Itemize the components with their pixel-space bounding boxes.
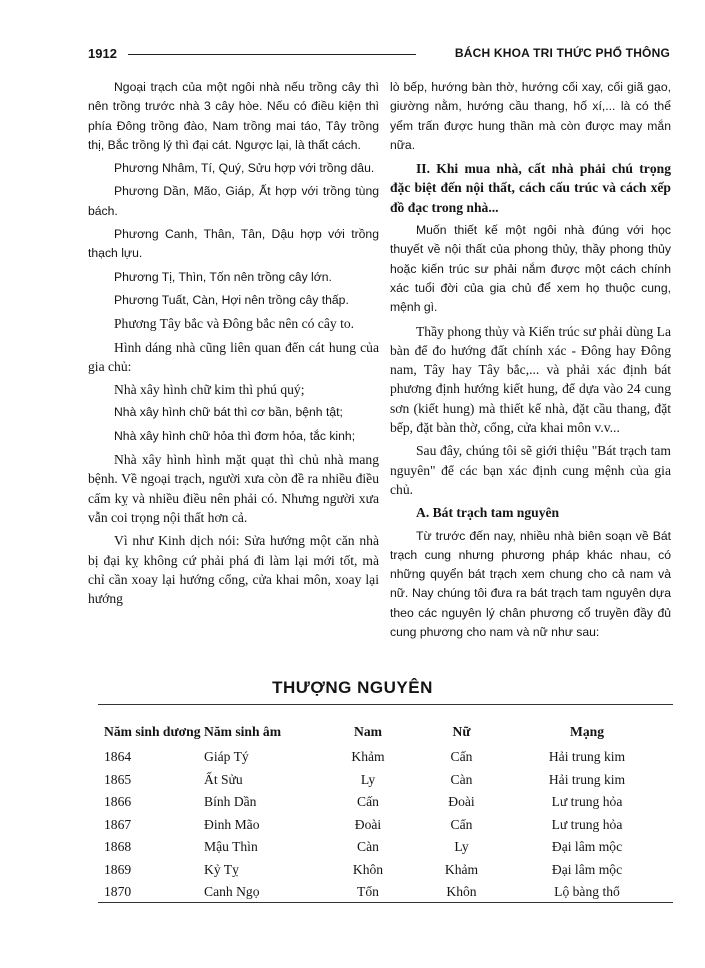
cell-mang: Lư trung hỏa [551,816,623,832]
paragraph: Phương Nhâm, Tí, Quý, Sửu hợp với trồng dâu. [114,161,375,176]
paragraph: Phương Tuất, Càn, Hợi nên trồng cây thấp. [114,292,349,307]
birth-year-table [100,722,665,904]
header-am: Năm sinh âm [204,724,282,739]
paragraph: Sau đây, chúng tôi sẽ giới thiệu "Bát trạch tam nguyên" để các bạn xác định cung mệnh của gia chủ. [390,443,671,497]
paragraph: Nhà xây hình chữ bát thì cơ bần, bệnh tật; [114,405,343,420]
cell-nu: Cấn [450,749,473,764]
cell-year-duong: 1867 [104,816,132,832]
table-row [100,769,665,792]
cell-year-am: Bính Dần [204,794,257,809]
cell-nam: Tốn [357,884,379,899]
paragraph: A. Bát trạch tam nguyên [416,505,560,521]
paragraph: Nhà xây hình chữ hỏa thì đơm hỏa, tắc kinh; [114,428,356,443]
cell-nu: Ly [454,839,469,854]
table-row [100,859,665,882]
paragraph: Muốn thiết kế một ngôi nhà đúng với học thuyết về nội thất của phong thủy, thầy phong thủy hoặc kiến trúc sư phải nắm được một cách chính xác tuổi đời của gia chủ để xem họ thuộc cung, mệnh gì. [390,223,671,315]
cell-year-am: Mậu Thìn [204,839,258,854]
paragraph: Ngoại trạch của một ngôi nhà nếu trồng cây thì nên trồng trước nhà 3 cây hòe. Nếu có điều kiện thì phía Đông trồng đào, Nam trồng mai táo, Tây trồng thị, Bắc trồng lý thì đại cát. Ngược lại, là thất cách. [88,80,379,152]
table-top-rule [98,704,673,705]
table-row [100,791,665,814]
header-nu: Nữ [452,724,471,739]
table-header-row [100,722,665,746]
cell-year-am: Giáp Tý [204,749,249,764]
header-rule [128,54,416,55]
page-number: 1912 [88,46,117,61]
paragraph: Thầy phong thủy và Kiến trúc sư phải dùng La bàn để đo hướng đất chính xác - Đông hay Đông nam, Tây hay Tây bắc,... và phải xác định bát phương định hướng kiết hung, để dựa vào 24 cung sơn (kiết hung) mà thiết kế nhà, đặt cầu thang, đặt bếp, đặt bàn thờ, cổng, cửa khai môn v.v... [390,323,671,436]
page-header [88,42,670,64]
cell-nu: Khảm [444,861,479,877]
cell-mang: Lư trung hỏa [551,794,623,809]
table-bottom-rule [98,902,673,903]
table-row [100,836,665,859]
cell-year-am: Đinh Mão [204,816,260,832]
cell-mang: Lộ bàng thổ [554,884,620,899]
header-mang: Mạng [570,724,604,739]
header-nam: Nam [354,724,382,739]
table-row [100,746,665,769]
cell-year-duong: 1870 [104,884,132,899]
right-column [390,78,671,646]
cell-nu: Khôn [446,884,477,899]
cell-nam: Càn [357,839,379,854]
cell-nu: Càn [450,771,473,787]
cell-year-am: Ất Sửu [204,771,243,787]
cell-nam: Cấn [357,794,379,809]
paragraph: Phương Canh, Thân, Tân, Dậu hợp với trồng thạch lựu. [88,227,379,261]
table-title: THƯỢNG NGUYÊN [272,678,433,697]
paragraph: Từ trước đến nay, nhiều nhà biên soạn về Bát trạch cung nhưng phương pháp khác nhau, có những quyển bát trạch xem chung cho cả nam và nữ. Nay chúng tôi đưa ra bát trạch tam nguyên dựa theo các nguyên lý chân phương cổ truyền đầy đủ cung phương cho nam và nữ như sau: [390,528,671,640]
cell-year-duong: 1868 [104,839,132,854]
cell-year-am: Kỷ Tỵ [204,861,239,877]
cell-year-am: Canh Ngọ [204,884,260,899]
running-title: BÁCH KHOA TRI THỨC PHỔ THÔNG [454,46,670,60]
cell-nam: Khôn [352,861,384,877]
paragraph: lò bếp, hướng bàn thờ, hướng cối xay, cối giã gạo, giường nằm, hướng cầu thang, hố xí,... là có thể yểm trấn được hung thần mà còn được may mắn nữa. [390,80,671,152]
cell-year-duong: 1869 [104,861,132,877]
cell-nu: Đoài [448,794,475,809]
cell-mang: Đại lâm mộc [551,861,623,877]
paragraph: Nhà xây hình hình mặt quạt thì chủ nhà mang bệnh. Về ngoại trạch, người xưa còn đề ra nhiều điều cấm kỵ và nhiều điều nên phải có. Nhưng người xưa vẫn coi trọng nội thất hơn cả. [88,452,379,525]
cell-nu: Cấn [450,816,473,832]
paragraph: Phương Tị, Thìn, Tốn nên trồng cây lớn. [114,269,332,284]
cell-year-duong: 1866 [104,794,132,809]
paragraph: Nhà xây hình chữ kim thì phú quý; [114,382,305,398]
cell-year-duong: 1865 [104,771,132,787]
paragraph: Phương Tây bắc và Đông bắc nên có cây to. [114,316,355,332]
cell-mang: Hải trung kim [548,749,626,764]
paragraph: Phương Dần, Mão, Giáp, Ất hợp với trồng tùng bách. [88,184,379,218]
cell-nam: Đoài [354,816,382,832]
cell-nam: Khảm [351,749,385,764]
left-column [88,78,379,612]
table-row [100,881,665,904]
cell-year-duong: 1864 [104,749,132,764]
table-row [100,814,665,837]
paragraph: Vì như Kinh dịch nói: Sửa hướng một căn nhà bị đại kỵ không cứ phải phá đi làm lại mới tốt, mà chỉ cần xoay lại hướng cổng, cửa khai môn, xoay lại hướng [88,533,379,607]
cell-mang: Đại lâm mộc [551,839,623,854]
cell-nam: Ly [360,771,376,787]
paragraph: II. Khi mua nhà, cất nhà phải chú trọng đặc biệt đến nội thất, cách cấu trúc và cách xếp đồ đạc trong nhà... [390,161,671,215]
header-duong: Năm sinh dương [104,724,201,739]
cell-mang: Hải trung kim [548,771,626,787]
paragraph: Hình dáng nhà cũng liên quan đến cát hung của gia chủ: [88,339,379,374]
